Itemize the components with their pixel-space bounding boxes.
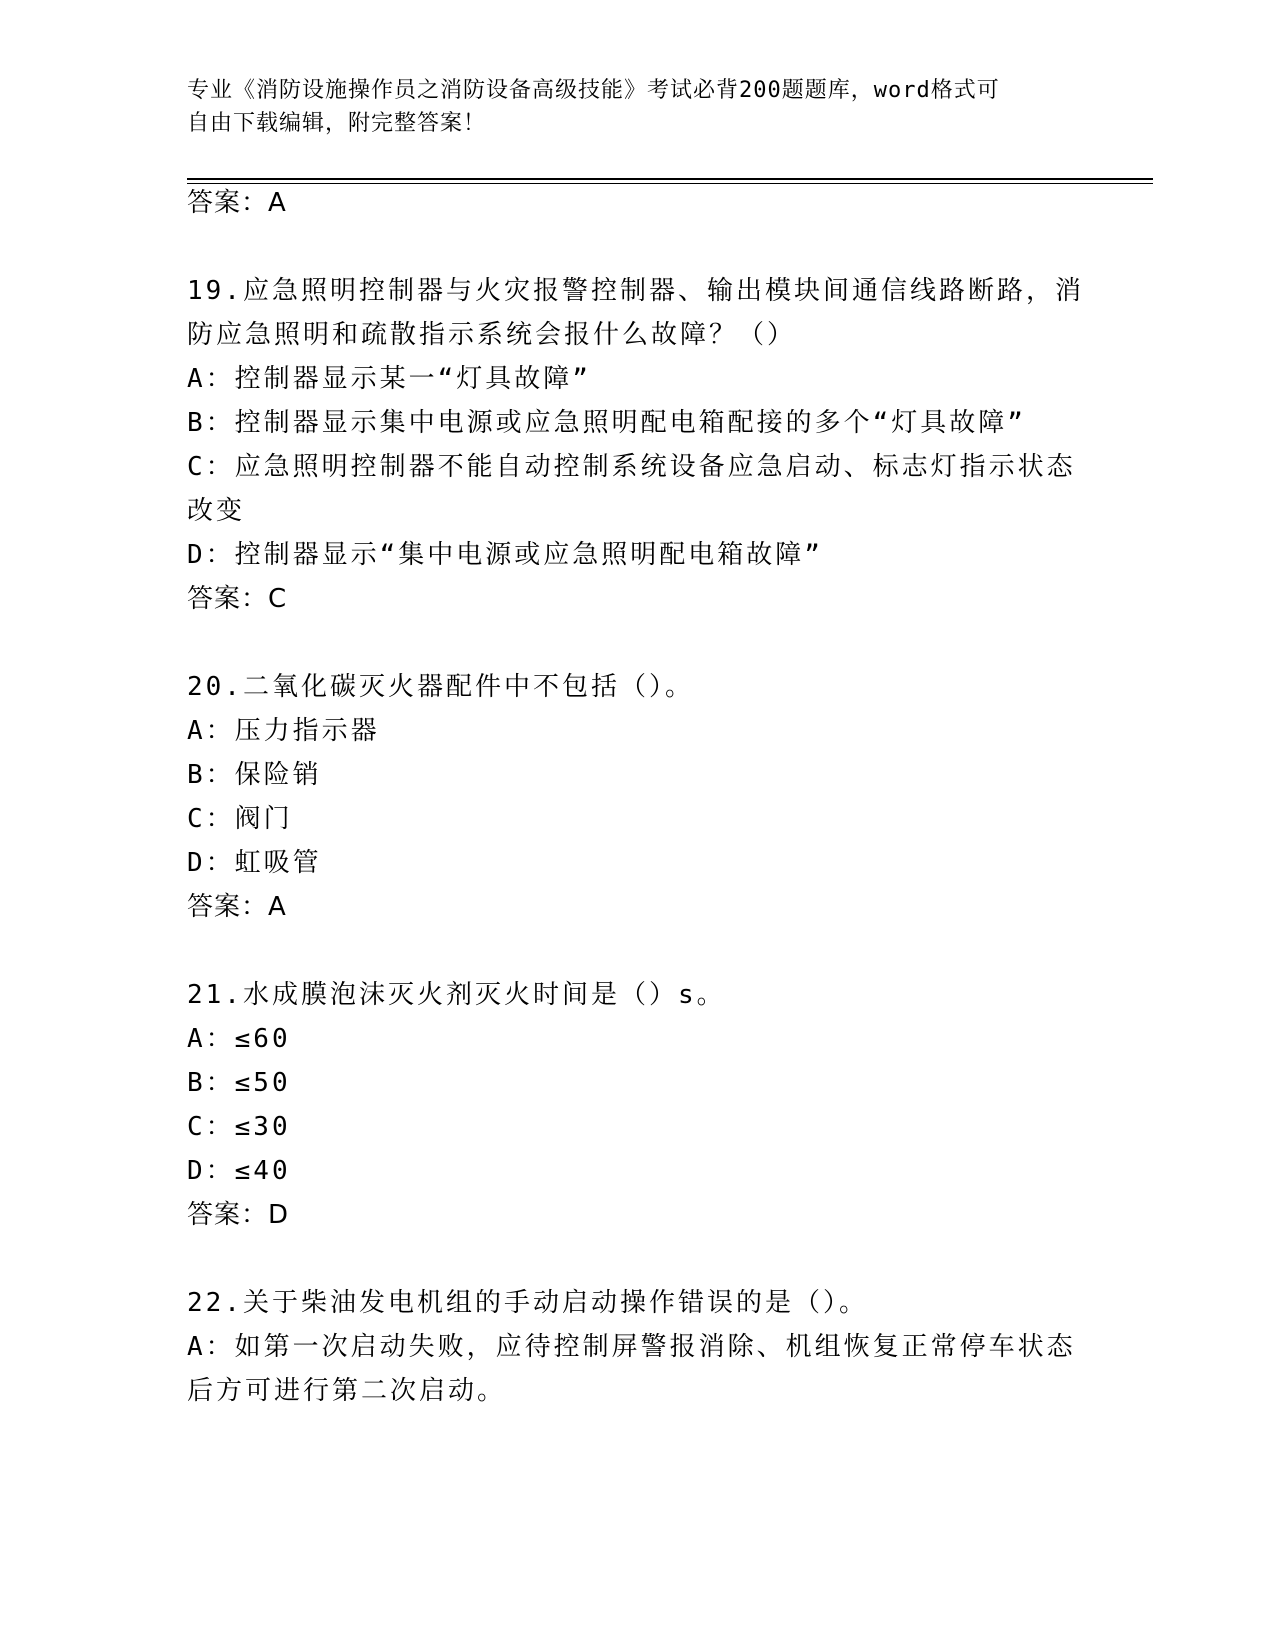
answer-19: 答案：C — [187, 584, 288, 614]
question-19-option-b: B：控制器显示集中电源或应急照明配电箱配接的多个“灯具故障” — [187, 408, 1026, 438]
answer-18: 答案：A — [187, 188, 287, 218]
question-22-option-a-line-2: 后方可进行第二次启动。 — [187, 1376, 507, 1406]
question-20-option-b: B：保险销 — [187, 760, 322, 790]
header-rule-thin — [187, 183, 1153, 184]
question-19-option-c-line-2: 改变 — [187, 496, 246, 526]
answer-20: 答案：A — [187, 892, 287, 922]
question-20-option-d: D：虹吸管 — [187, 848, 322, 878]
header-line-1: 专业《消防设施操作员之消防设备高级技能》考试必背200题题库，word格式可 — [187, 78, 1000, 103]
question-19-option-c-line-1: C：应急照明控制器不能自动控制系统设备应急启动、标志灯指示状态 — [187, 452, 1076, 482]
question-19-line-1: 19.应急照明控制器与火灾报警控制器、输出模块间通信线路断路，消 — [187, 276, 1084, 306]
question-21-option-a: A：≤60 — [187, 1024, 291, 1054]
question-19-line-2: 防应急照明和疏散指示系统会报什么故障？（） — [187, 320, 797, 350]
header-rule-thick — [187, 178, 1153, 180]
question-20: 20.二氧化碳灭火器配件中不包括（）。 — [187, 672, 694, 702]
answer-21: 答案：D — [187, 1200, 290, 1230]
question-21-option-d: D：≤40 — [187, 1156, 291, 1186]
question-19-option-a: A：控制器显示某一“灯具故障” — [187, 364, 591, 394]
question-21-option-b: B：≤50 — [187, 1068, 291, 1098]
document-header — [187, 74, 1067, 140]
question-20-option-c: C：阀门 — [187, 804, 293, 834]
question-21: 21.水成膜泡沫灭火剂灭火时间是（）s。 — [187, 980, 726, 1010]
header-line-2: 自由下载编辑，附完整答案！ — [187, 111, 487, 136]
question-22-option-a-line-1: A：如第一次启动失败，应待控制屏警报消除、机组恢复正常停车状态 — [187, 1332, 1076, 1362]
question-21-option-c: C：≤30 — [187, 1112, 291, 1142]
question-22: 22.关于柴油发电机组的手动启动操作错误的是（）。 — [187, 1288, 868, 1318]
question-20-option-a: A：压力指示器 — [187, 716, 380, 746]
question-19-option-d: D：控制器显示“集中电源或应急照明配电箱故障” — [187, 540, 823, 570]
